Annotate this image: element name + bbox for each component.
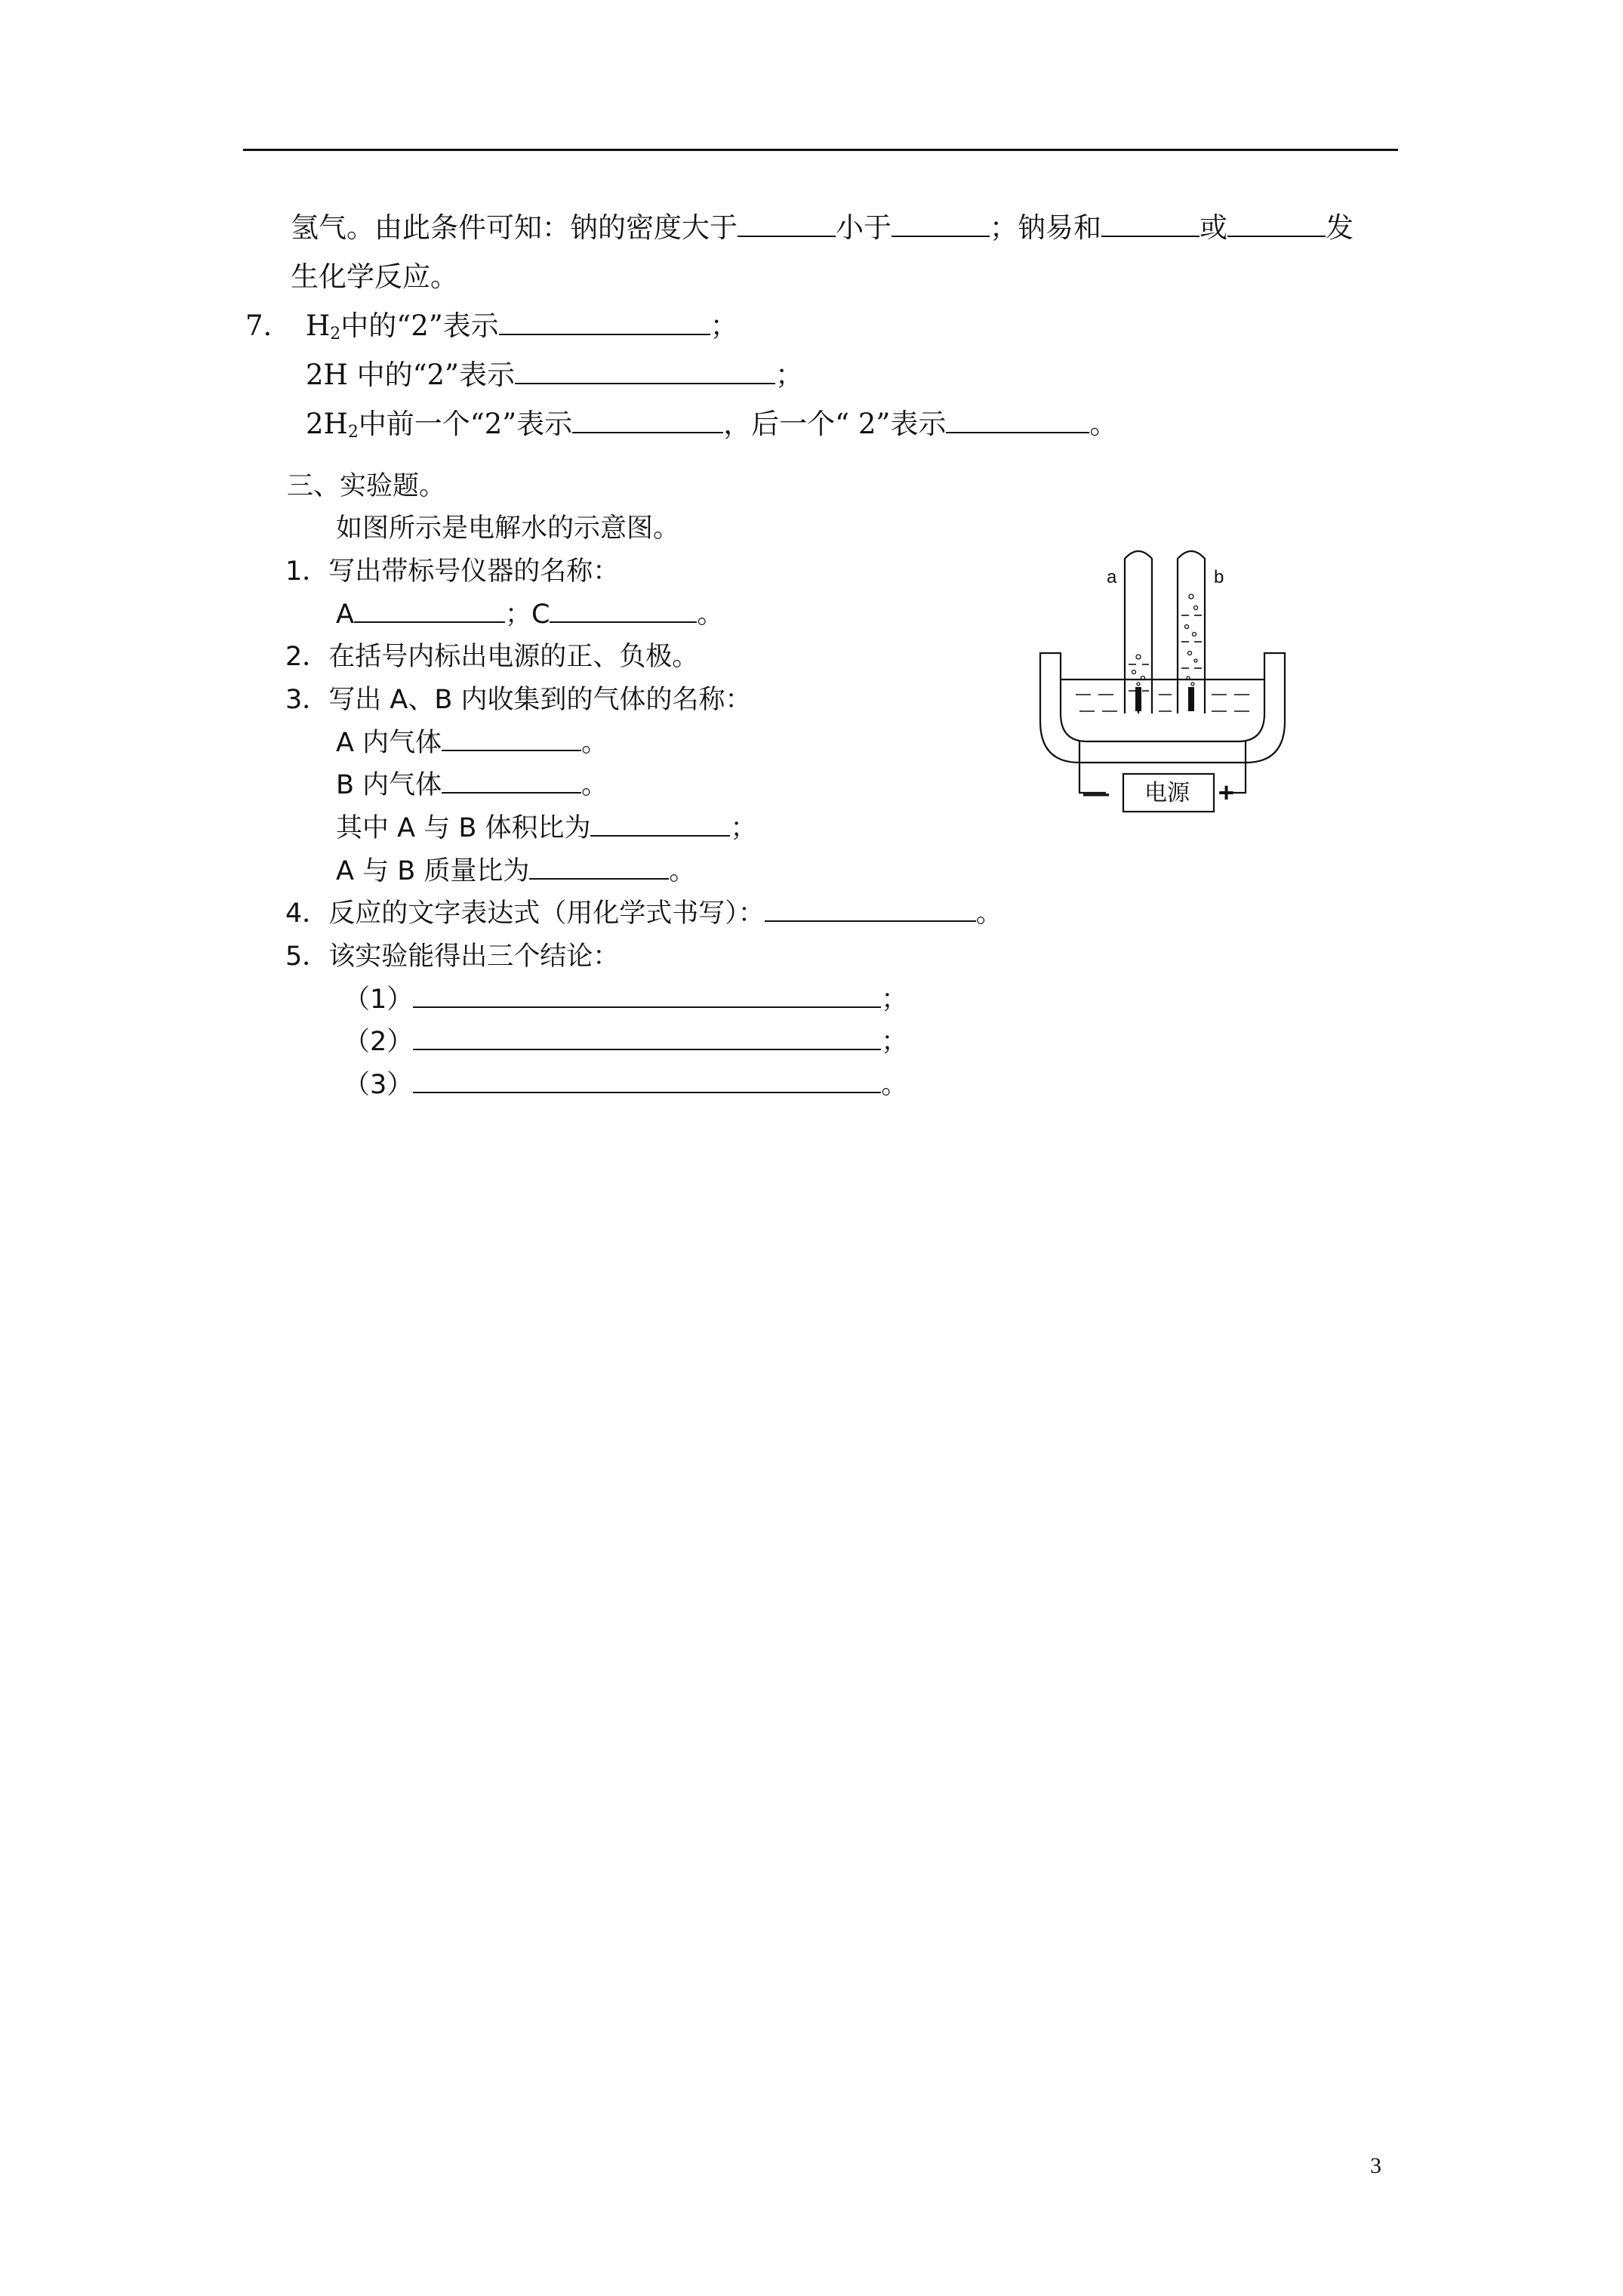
blank-volume-ratio[interactable] [590,812,730,837]
intro-text: 如图所示是电解水的示意图。 [336,513,680,544]
blank-instrument-a[interactable] [354,599,505,623]
conclusion-2: （2） ； [343,1027,908,1057]
text-line-reaction: 生化学反应。 [291,260,458,293]
tube-label-a: a [1107,567,1117,587]
conclusion-1: （1） ； [343,985,908,1015]
question-2: 2．在括号内标出电源的正、负极。 [285,642,699,672]
blank-q7b[interactable] [515,360,775,384]
question-3c: 其中 A 与 B 体积比为 ； [336,813,757,843]
question-3a: A 内气体 。 [336,728,608,758]
blank-conclusion-1[interactable] [413,984,881,1008]
question-1-answers: A ；C 。 [336,599,724,630]
header-rule [243,149,1398,151]
text-line-sodium: 氢气。由此条件可知：钠的密度大于 小于 ；钠易和 或 发 [291,211,1354,244]
tube-label-b: b [1214,567,1224,587]
blank-react-with-1[interactable] [1101,213,1200,237]
blank-react-with-2[interactable] [1227,213,1326,237]
electrolysis-diagram [1034,544,1291,831]
question-3: 3．写出 A、B 内收集到的气体的名称： [285,685,752,715]
question-7c: $2H_2$中前一个“2”表示 ，后一个“ 2”表示 。 [306,408,1118,442]
question-3b: B 内气体 。 [336,770,608,800]
question-7a: $H_2$中的“2”表示 ； [306,310,738,344]
blank-instrument-c[interactable] [550,599,697,623]
negative-terminal-label: — [1083,779,1109,808]
blank-density-less[interactable] [892,213,990,237]
electrode-a [1135,687,1141,711]
blank-mass-ratio[interactable] [529,855,669,880]
trough-outline [1040,653,1285,763]
question-7-number: 7. [245,310,273,342]
section-title: 三、实验题。 [287,471,446,501]
gas-bubbles [1132,594,1198,686]
power-source-label: 电源 [1144,780,1190,806]
question-7b: 2H 中的“2”表示 ； [306,359,803,391]
electrode-b [1188,687,1194,711]
blank-equation[interactable] [765,898,976,922]
blank-q7a[interactable] [499,311,710,335]
blank-conclusion-2[interactable] [413,1026,881,1050]
question-3d: A 与 B 质量比为 。 [336,856,696,886]
positive-terminal-label: + [1218,777,1235,808]
question-5: 5．该实验能得出三个结论： [285,942,620,972]
blank-q7c-second[interactable] [946,409,1089,433]
conclusion-3: （3） 。 [343,1070,908,1100]
question-1: 1．写出带标号仪器的名称： [285,556,620,587]
blank-density-greater[interactable] [738,213,836,237]
page-number: 3 [1370,2153,1381,2178]
question-4: 4．反应的文字表达式（用化学式书写）： 。 [285,898,1002,929]
blank-conclusion-3[interactable] [413,1069,881,1093]
blank-gas-a[interactable] [442,727,581,751]
blank-gas-b[interactable] [442,769,581,794]
blank-q7c-first[interactable] [572,409,723,433]
